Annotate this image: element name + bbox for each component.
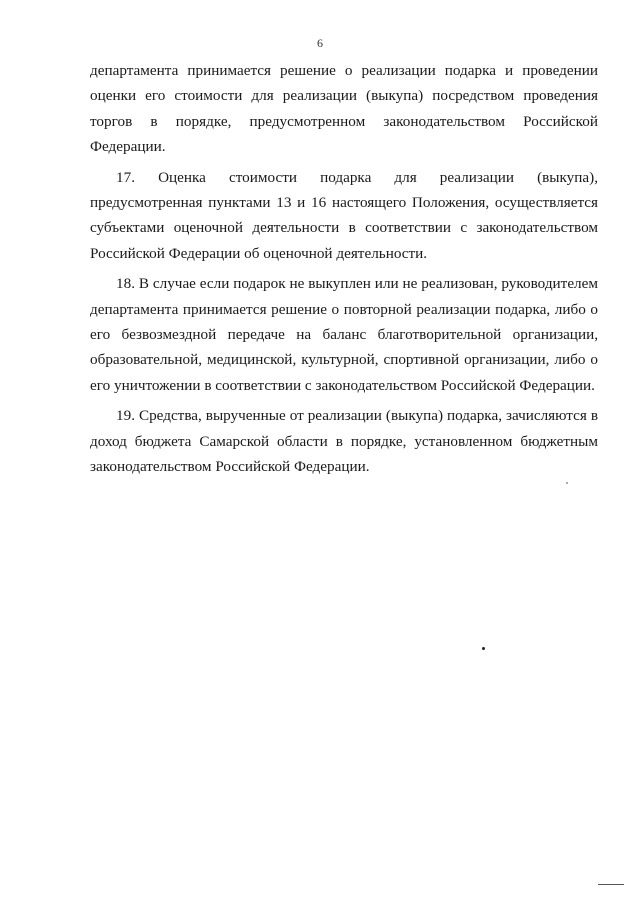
- scan-speck: [566, 482, 568, 484]
- scan-edge-mark: [598, 884, 624, 885]
- paragraph-18: 18. В случае если подарок не выкуплен или не реализован, руководителем департамента принимается решение о повторной реализации подарка, либо о его безвозмездной передаче на баланс благотворительной организации, образовательной, медицинской, культурной, спортивной организации, либо о его уничтожении в соответствии с законодательством Российской Федерации.: [90, 275, 598, 394]
- paragraph-17: 17. Оценка стоимости подарка для реализации (выкупа), предусмотренная пунктами 13 и 16 настоящего Положения, осуществляется субъектами оценочной деятельности в соответствии с законодательством Российской Федерации об оценочной деятельности.: [90, 168, 598, 262]
- paragraph-16-continued: департамента принимается решение о реализации подарка и проведении оценки его стоимости для реализации (выкупа) посредством проведения торгов в порядке, предусмотренном законодательством Российской Федерации.: [90, 62, 598, 156]
- page-number: 6: [317, 36, 323, 50]
- paragraph-19: 19. Средства, вырученные от реализации (выкупа) подарка, зачисляются в доход бюджета Самарской области в порядке, установленном бюджетным законодательством Российской Федерации.: [90, 407, 598, 476]
- document-body: [90, 58, 598, 485]
- scan-speck: [482, 647, 485, 650]
